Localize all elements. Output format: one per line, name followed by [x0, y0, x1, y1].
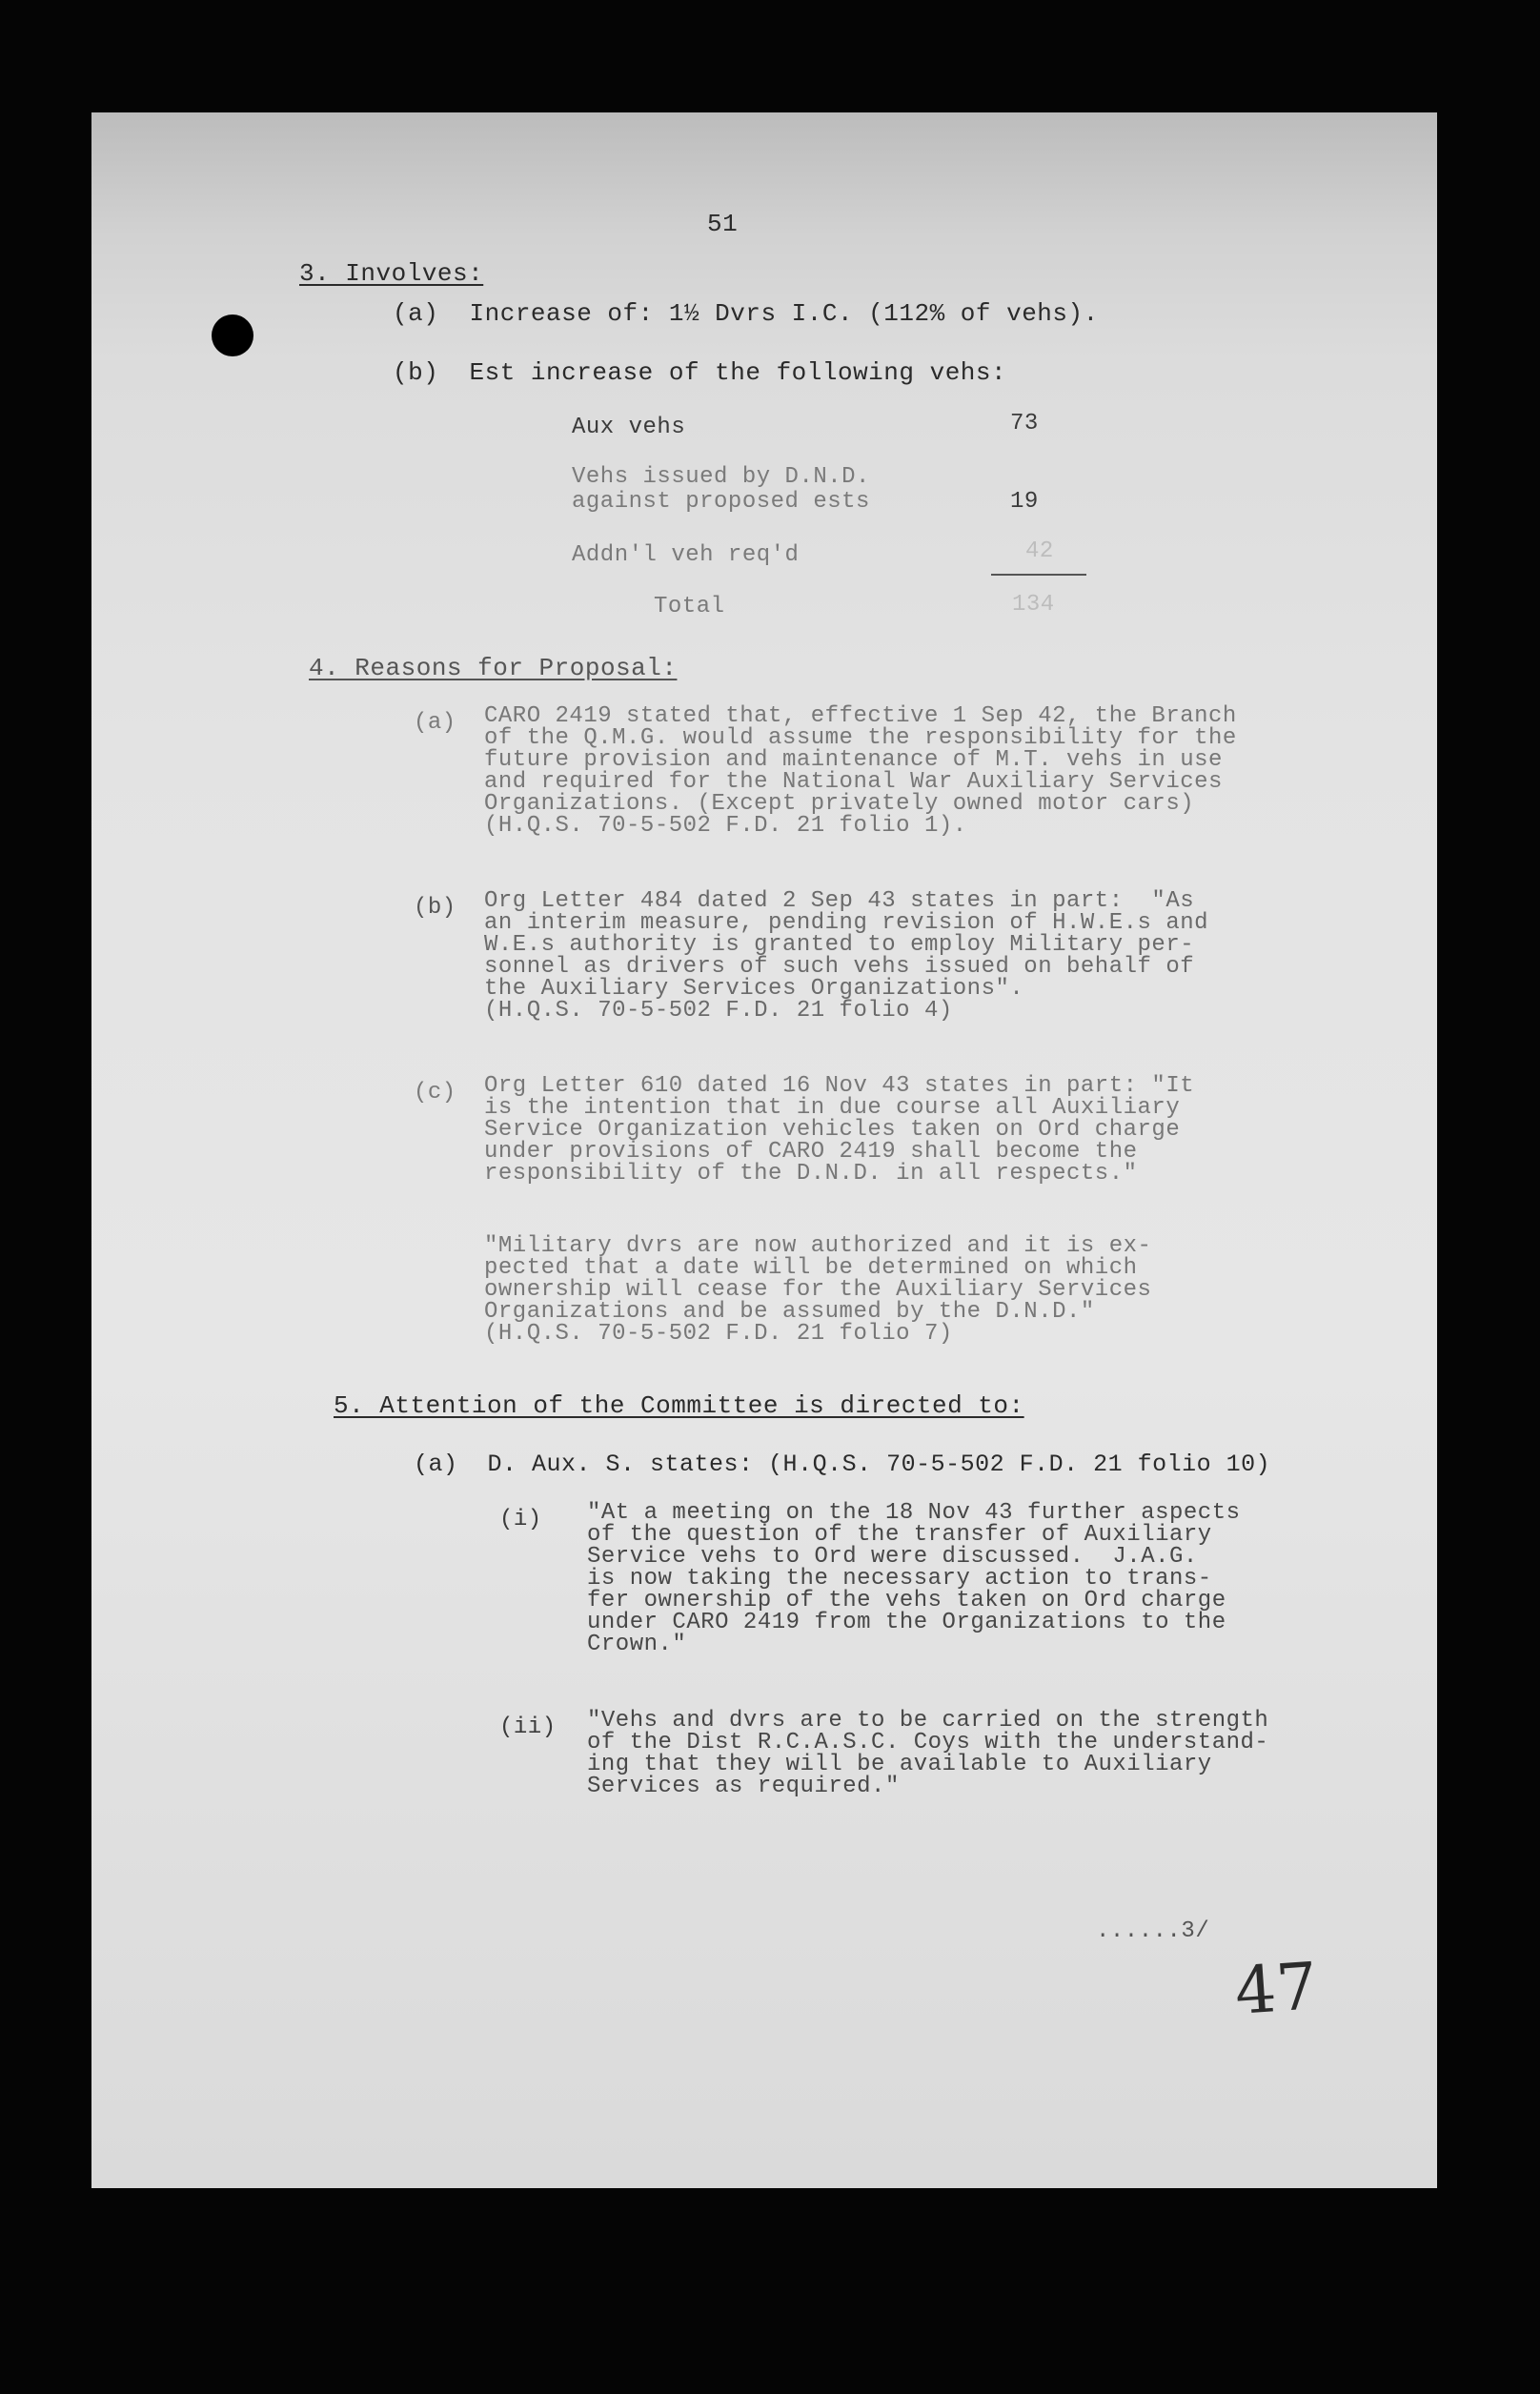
section5-item-a: (a) D. Aux. S. states: (H.Q.S. 70-5-502 F.D. 21 folio 10): [414, 1451, 1271, 1478]
document-page: [91, 112, 1437, 2188]
section5-ii-text: "Vehs and dvrs are to be carried on the strength of the Dist R.C.A.S.C. Coys with the understand- ing that they will be available to Auxiliary Services as required.": [587, 1708, 1269, 1799]
section5-i-text: "At a meeting on the 18 Nov 43 further aspects of the question of the transfer of Auxiliary Service vehs to Ord were discussed. J.A.G. is now taking the necessary action to trans- fer ownership of the vehs taken on Ord charge under CARO 2419 from the Organizations to the Crown.": [587, 1500, 1241, 1657]
section4-heading: 4. Reasons for Proposal:: [309, 654, 678, 682]
table-row-label: Vehs issued by D.N.D. against proposed ests: [572, 464, 870, 515]
section4-c-text: Org Letter 610 dated 16 Nov 43 states in part: "It is the intention that in due course all Auxiliary Service Organization vehicles taken on Ord charge under provisions of CARO 2419 shall become the responsibility of the D.N.D. in all respects.": [484, 1073, 1195, 1187]
table-row-label: Addn'l veh req'd: [572, 542, 800, 568]
table-row-label: Aux vehs: [572, 415, 686, 440]
section4-a-text: CARO 2419 stated that, effective 1 Sep 42, the Branch of the Q.M.G. would assume the responsibility for the future provision and maintenance of M.T. vehs in use and required for the National War Auxiliary Services Organizations. (Except privately owned motor cars) (H.Q.S. 70-5-502 F.D. 21 folio 1).: [484, 703, 1237, 839]
punch-hole: [212, 314, 253, 356]
table-row-value: 134: [1012, 592, 1055, 618]
table-row-label: Total: [654, 594, 725, 619]
handwritten-page-number: 47: [1232, 1949, 1321, 2030]
section3-item-b: (b) Est increase of the following vehs:: [393, 358, 1007, 387]
section4-c-label: (c): [414, 1080, 456, 1106]
page-number: 51: [707, 210, 739, 238]
table-row-value: 73: [1010, 411, 1039, 436]
total-rule: [991, 574, 1086, 576]
continuation-marker: ......3/: [1096, 1918, 1210, 1944]
section5-heading: 5. Attention of the Committee is directed to:: [334, 1391, 1024, 1420]
section4-c-text2: "Military dvrs are now authorized and it is ex- pected that a date will be determined on which ownership will cease for the Auxiliary Services Organizations and be assumed by the D.N.D." (H.Q.S. 70-5-502 F.D. 21 folio 7): [484, 1233, 1152, 1347]
section5-i-label: (i): [499, 1507, 542, 1532]
section5-ii-label: (ii): [499, 1714, 557, 1740]
section3-item-a: (a) Increase of: 1½ Dvrs I.C. (112% of vehs).: [393, 299, 1099, 328]
section4-b-label: (b): [414, 895, 456, 921]
section4-a-label: (a): [414, 710, 456, 736]
section3-heading: 3. Involves:: [299, 259, 484, 288]
section4-b-text: Org Letter 484 dated 2 Sep 43 states in part: "As an interim measure, pending revision of H.W.E.s and W.E.s authority is granted to employ Military per- sonnel as drivers of such vehs issued on behalf of the Auxiliary Services Organizations". (H.Q.S. 70-5-502 F.D. 21 folio 4): [484, 888, 1209, 1024]
table-row-value: 19: [1010, 489, 1039, 515]
table-row-value: 42: [1025, 538, 1054, 564]
